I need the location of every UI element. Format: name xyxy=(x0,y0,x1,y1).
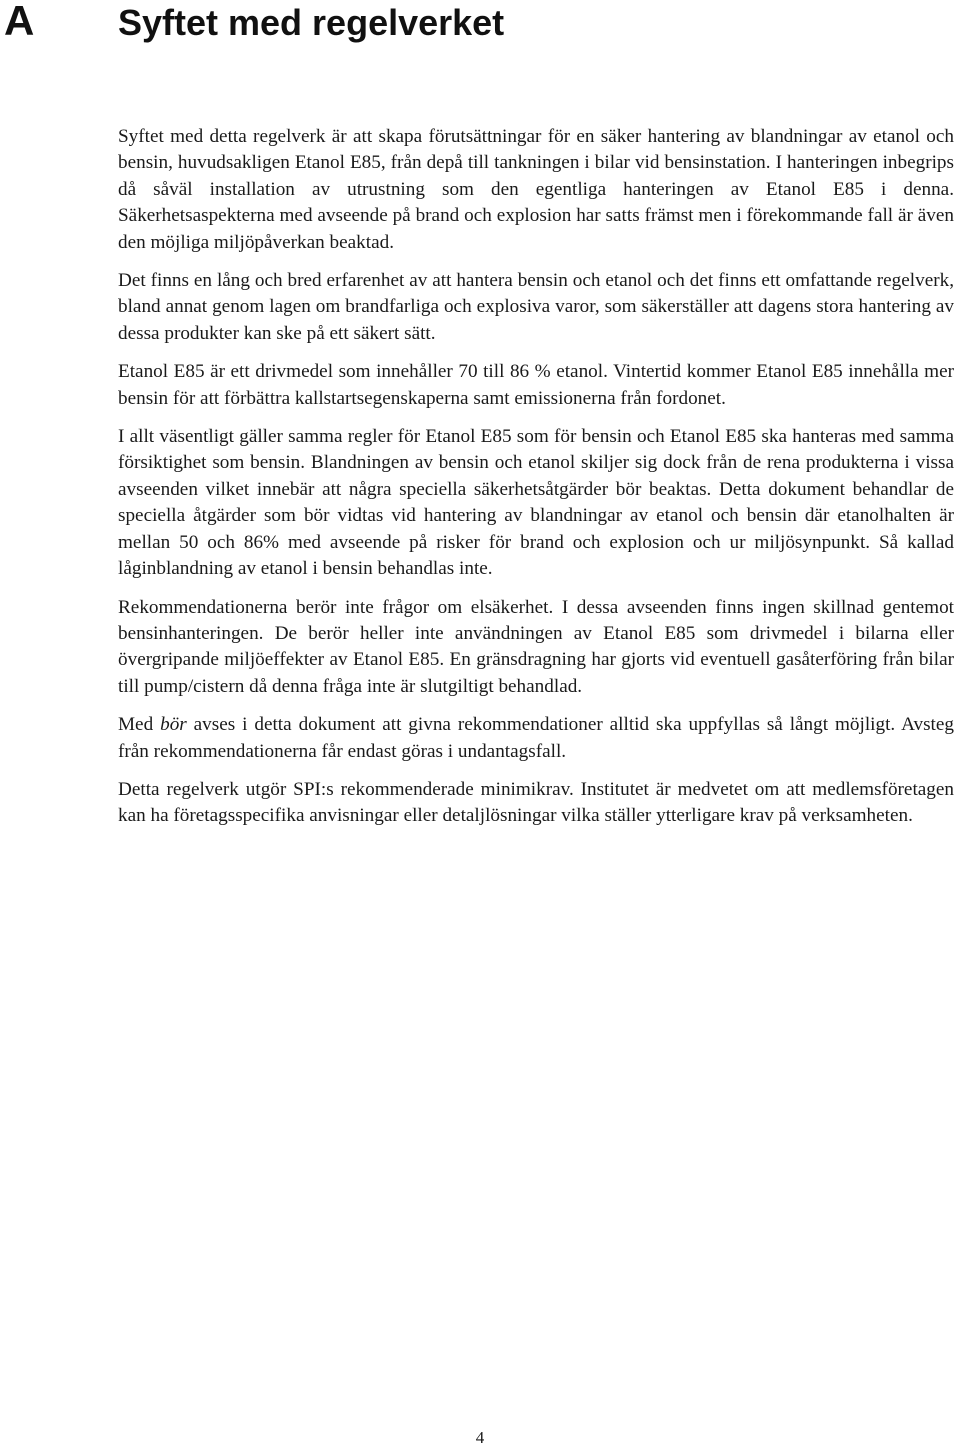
paragraph-1: Syftet med detta regelverk är att skapa förutsättningar för en säker hantering av blandningar av etanol och bensin, huvudsakligen Etanol E85, från depå till tankningen i bilar vid bensinstation. I hanteringen inbegrips då såväl installation av utrustning som den egentliga hanteringen av Etanol E85 i denna. Säkerhetsaspekterna med avseende på brand och explosion har satts främst men i förekommande fall är även den möjliga miljöpåverkan beaktad. xyxy=(118,126,954,253)
paragraph-7: Detta regelverk utgör SPI:s rekommenderade minimikrav. Institutet är medvetet om att medlemsföretagen kan ha företagsspecifika anvisningar eller detaljlösningar vilka ställer ytterligare krav på verksamheten. xyxy=(118,778,954,827)
paragraph-6 xyxy=(118,712,954,765)
paragraph-6-after: avses i detta dokument att givna rekommendationer alltid ska uppfyllas så långt möjligt. Avsteg från rekommendationerna får endast göras i undantagsfall. xyxy=(118,714,955,762)
body-text xyxy=(118,124,954,830)
emphasis-bor: bör xyxy=(160,714,187,736)
page-title: Syftet med regelverket xyxy=(118,2,505,43)
paragraph-5: Rekommendationerna berör inte frågor om elsäkerhet. I dessa avseenden finns ingen skillnad gentemot bensinhanteringen. De berör heller inte användningen av Etanol E85 som drivmedel i bilarna eller övergripande miljöeffekter av Etanol E85. En gränsdragning har gjorts vid eventuell gasåterföring från bilar till pump/cistern då denna fråga inte är slutgiltigt behandlad. xyxy=(118,596,954,697)
paragraph-6-before: Med xyxy=(118,714,161,736)
section-letter: A xyxy=(4,0,35,44)
paragraph-2: Det finns en lång och bred erfarenhet av att hantera bensin och etanol och det finns ett omfattande regelverk, bland annat genom lagen om brandfarliga och explosiva varor, som säkerställer att dagens stora hantering av dessa produkter kan ske på ett säkert sätt. xyxy=(118,270,954,344)
paragraph-3: Etanol E85 är ett drivmedel som innehåller 70 till 86 % etanol. Vintertid kommer Etanol E85 innehålla mer bensin för att förbättra kallstartsegenskaperna samt emissionerna från fordonet. xyxy=(118,361,954,409)
page-number: 4 xyxy=(475,1428,485,1447)
paragraph-4: I allt väsentligt gäller samma regler för Etanol E85 som för bensin och Etanol E85 ska hanteras med samma försiktighet som bensin. Blandningen av bensin och etanol skiljer sig dock från de rena produkterna i vissa avseenden vilket innebär att några speciella säkerhetsåtgärder bör beaktas. Detta dokument behandlar de speciella åtgärder som bör vidtas vid hantering av blandningar av etanol och bensin där etanolhalten är mellan 50 och 86% med avseende på risker för brand och explosion och ur miljösynpunkt. Så kallad låginblandning av etanol i bensin behandlas inte. xyxy=(118,426,954,580)
